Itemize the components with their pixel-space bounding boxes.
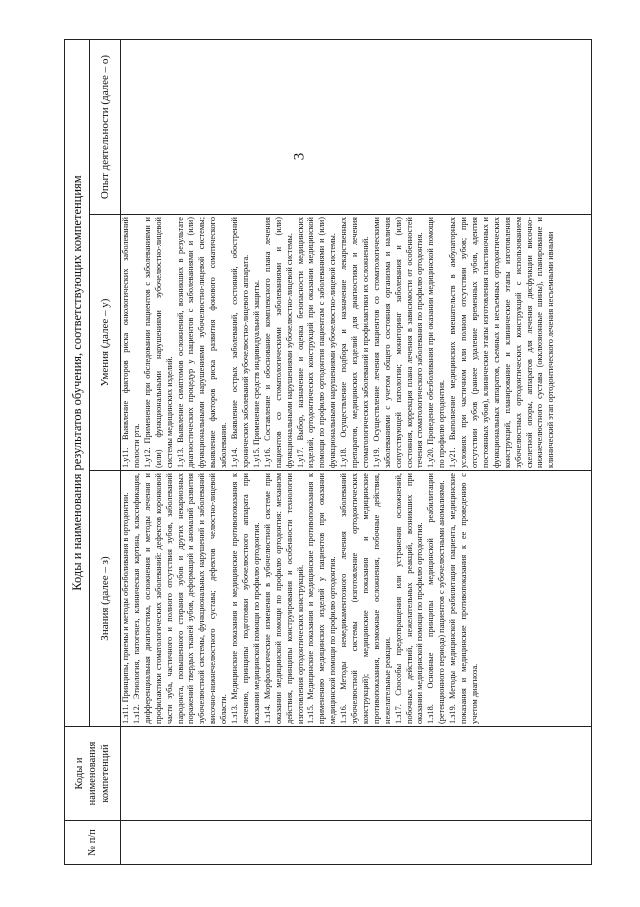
header-knowledge: Знания (далее – з) <box>90 471 121 727</box>
outcome-item: 1.з11. Принципы, приемы и методы обезболивания в ортодонтии. <box>121 492 130 724</box>
header-learning-outcomes: Коды и наименования результатов обучения, соответствующих компетенциям <box>65 39 90 726</box>
outcome-item: 1.у13. Выявление симптомов осложнений, возникших в результате диагностических процедур у пациентов с заболеваниями и (или) функциональными нарушениями зубочелюстно-лицевой системы; выявление факторов риска развития фонового соматического заболевания. <box>175 217 229 468</box>
outcome-item: 1.у15. Применение средств индивидуальной защиты. <box>251 279 261 468</box>
outcome-item: 1.з12. Этиология, патогенез, клиническая картина, классификация, дифференциальная диагностика, осложнения и методы лечения и профилактики стоматологических заболеваний: дефектов коронковой части зуба, частичного и полного отсутствия зубов, заболеваний пародонта, повышенного стирания зубов и других некариозных поражений твердых тканей зубов, деформаций и аномалий развития зубочелюстной системы, функциональных нарушений и заболеваний височно-нижнечелюстного сустава; дефектов челюстно-лицевой области. <box>131 473 229 724</box>
cell-experience <box>121 39 592 214</box>
outcome-item: 1.у16. Составление и обоснование комплексного плана лечения пациентов со стоматологическими заболеваниями и (или) функциональными нарушениями зубочелюстно-лицевой системы. <box>262 217 294 468</box>
outcome-item: 1.у14. Выявление острых заболеваний, состояний, обострений хронических заболеваний зубочелюстно-лицевого аппарата. <box>230 217 250 468</box>
header-experience: Опыт деятельности (далее – о) <box>90 39 121 214</box>
cell-codes <box>121 727 592 821</box>
outcome-item: 1.у12. Применение при обследовании пациентов с заболеваниями и (или) функциональными нарушениями зубочелюстно-лицевой системы медицинских изделий. <box>142 217 174 468</box>
competency-table <box>64 39 592 865</box>
outcome-item: 1.у17. Выбор, назначение и оценка безопасности медицинских изделий, ортодонтических конструкций при оказании медицинской помощи по профилю ортодонтия пациентам с заболеваниями и (или) функциональными нарушениями зубочелюстно-лицевой системы. <box>295 217 338 468</box>
header-codes: Коды и наименования компетенций <box>65 727 121 821</box>
outcome-item: 1.з14. Морфологические изменения в зубочелюстной системе при оказании медицинской помощи по профилю ортодонтия: механизм действия, принципы конструирования и особенности технологии изготовления ортодонтических конструкций. <box>262 473 305 724</box>
cell-skills <box>121 215 592 471</box>
cell-number <box>121 821 592 865</box>
table-row <box>121 39 592 864</box>
outcome-item: 1.у19. Осуществление лечения пациентов со стоматологическими заболеваниями с учетом общего состояния организма и наличия сопутствующей патологии; мониторинг заболевания и (или) состояния, коррекция плана лечения в зависимости от особенностей течения стоматологического заболевания по профилю ортодонтия. <box>371 217 425 468</box>
rotated-table-container <box>64 40 592 865</box>
outcome-item: 1.з17. Способы предотвращения или устранения осложнений, побочных действий, нежелательных реакций, возникших при оказании медицинской помощи по профилю ортодонтия. <box>393 473 425 724</box>
header-number: № п/п <box>65 821 121 865</box>
page-number: 3 <box>291 152 308 161</box>
cell-knowledge <box>121 471 592 727</box>
outcome-item: 1.у20. Проведение обезболивания при оказании медицинской помощи по профилю ортодонтия. <box>426 217 447 468</box>
outcome-item: 1.у11. Выявление факторов риска онкологических заболеваний полости рта. <box>121 217 141 468</box>
outcome-item: 1.з15. Медицинские показания и медицинские противопоказания к применению медицинских изделий у пациентов при оказании медицинской помощи по профилю ортодонтия. <box>306 473 338 724</box>
outcome-item: 1.у18. Осуществление подбора и назначение лекарственных препаратов, медицинских изделий для диагностики и лечения стоматологических заболеваний и профилактики их осложнений. <box>339 217 370 468</box>
outcome-item: 1.з19. Методы медицинской реабилитации пациента, медицинские показания и медицинские противопоказания к ее проведению с учетом диагноза. <box>448 473 479 724</box>
outcome-item: 1.у21. Выполнение медицинских вмешательств в амбулаторных условиях при частичном или полном отсутствии зубов; при отсутствии зубов (раннее удаление временных зубов, адентия постоянных зубов), клинические этапы изготовления пластиночных и функциональных аппаратов, съемных и несъемных ортодонтических конструкций, планирование и клинические этапы изготовления зубочелюстных ортодонтических конструкций с использованием скелетной опоры, аппаратов для лечения дисфункции височно-нижнечелюстного сустава (окклюзионные шины), планирование и клинический этап ортодонтического лечения несъемными ивными <box>448 217 556 468</box>
header-skills: Умения (далее – у) <box>90 215 121 471</box>
outcome-item: 1.з18. Основные принципы медицинской реабилитации (ретенционного периода) пациентов с зубочелюстными аномалиями. <box>426 473 447 724</box>
outcome-item: 1.з16. Методы немедикаментозного лечения заболеваний зубочелюстной системы (изготовление ортодонтических конструкций); медицинские показания и медицинские противопоказания, возможные осложнения, побочные действия, нежелательные реакции. <box>339 473 392 724</box>
outcome-item: 1.з13. Медицинские показания и медицинские противопоказания к лечению, принципы подготовки зубочелюстного аппарата при оказании медицинской помощи по профилю ортодонтия. <box>230 473 261 724</box>
